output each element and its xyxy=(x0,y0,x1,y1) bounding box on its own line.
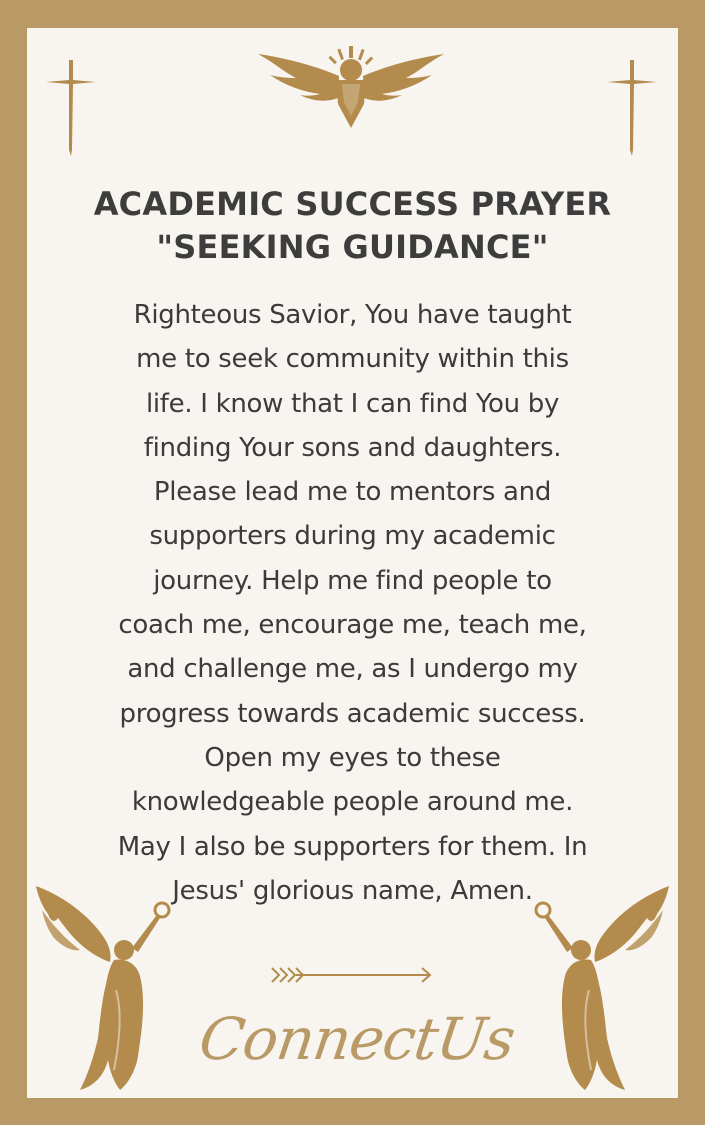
prayer-line: Righteous Savior, You have taught xyxy=(133,300,572,330)
arrow-icon xyxy=(270,964,435,986)
prayer-title xyxy=(40,183,665,269)
prayer-line: progress towards academic success. xyxy=(119,698,586,729)
prayer-line: supporters during my academic xyxy=(149,521,556,552)
prayer-line: journey. Help me find people to xyxy=(153,565,552,596)
cross-icon xyxy=(605,58,659,158)
title-line: ACADEMIC SUCCESS PRAYER xyxy=(93,185,612,223)
prayer-body xyxy=(40,293,665,913)
prayer-line: knowledgeable people around me. xyxy=(131,787,574,818)
prayer-line: May I also be supporters for them. In xyxy=(117,831,588,862)
cross-icon xyxy=(44,58,98,158)
title-line: "SEEKING GUIDANCE" xyxy=(156,228,549,266)
prayer-line: and challenge me, as I undergo my xyxy=(127,654,578,685)
angel-icon xyxy=(28,880,178,1095)
prayer-line: coach me, encourage me, teach me, xyxy=(118,610,587,641)
winged-sun-icon xyxy=(256,44,446,132)
prayer-line: Please lead me to mentors and xyxy=(153,477,552,508)
prayer-line: life. I know that I can find You by xyxy=(145,388,560,419)
angel-icon xyxy=(527,880,677,1095)
prayer-line: me to seek community within this xyxy=(136,344,569,375)
prayer-line: Jesus' glorious name, Amen. xyxy=(172,875,533,906)
prayer-line: Open my eyes to these xyxy=(204,742,501,773)
connectus-logo: ConnectUs xyxy=(195,1005,519,1073)
prayer-line: finding Your sons and daughters. xyxy=(143,432,562,463)
